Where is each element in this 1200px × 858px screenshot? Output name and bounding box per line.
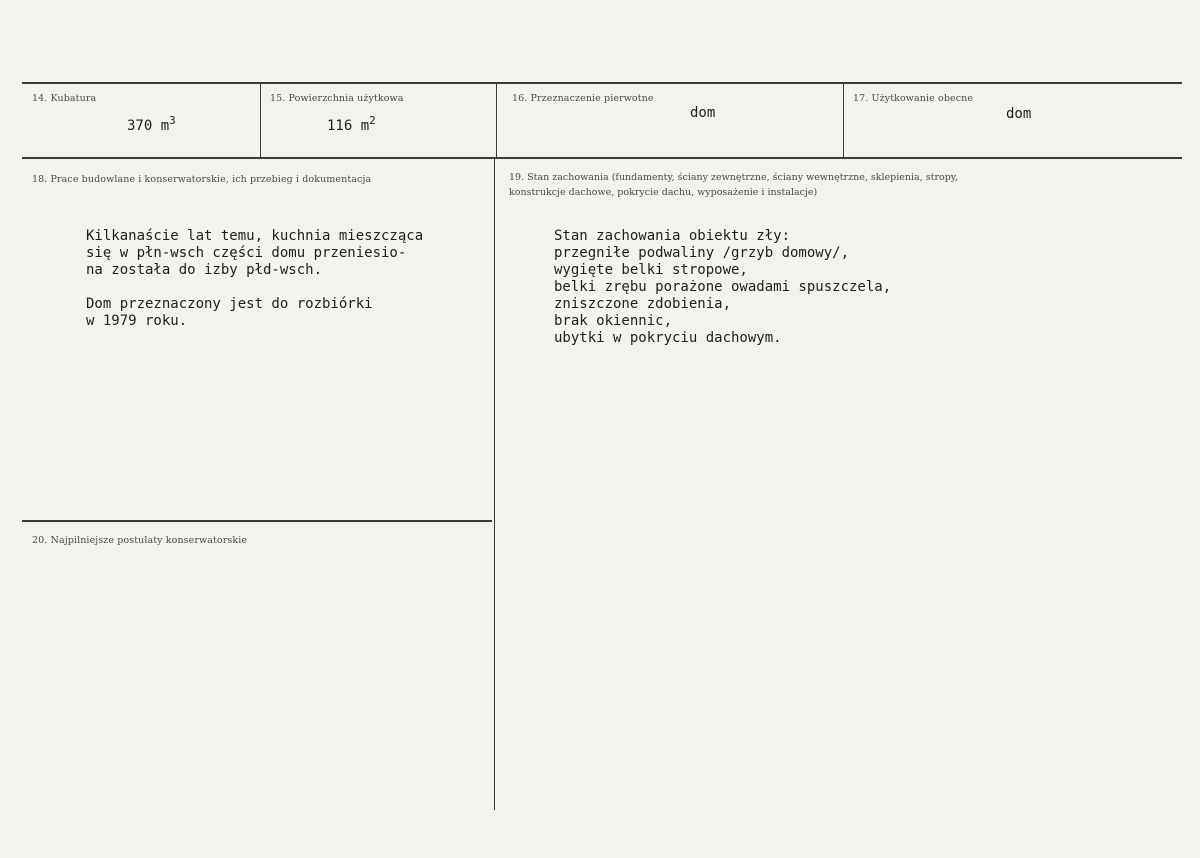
section-20-divider-line (22, 520, 492, 522)
center-divider-line (494, 158, 495, 810)
field-19-line: wygięte belki stropowe, (554, 262, 748, 278)
column-divider-15 (260, 83, 261, 157)
field-19-line: Stan zachowania obiektu zły: (554, 228, 791, 244)
field-15-number: 116 m (327, 118, 370, 134)
field-18-text (86, 228, 423, 330)
field-14-number: 370 m (127, 118, 170, 134)
field-16-label: 16. Przeznaczenie pierwotne (512, 93, 654, 104)
field-19-text (554, 228, 891, 347)
field-15-unit-exponent: 2 (369, 114, 376, 127)
field-14-label: 14. Kubatura (32, 93, 97, 104)
column-divider-17 (843, 83, 844, 157)
field-19-label-line: konstrukcje dachowe, pokrycie dachu, wyposażenie i instalacje) (509, 187, 818, 198)
field-18-line: Dom przeznaczony jest do rozbiórki (86, 296, 373, 312)
field-16-value: dom (690, 105, 716, 121)
field-15-label: 15. Powierzchnia użytkowa (270, 93, 404, 104)
top-border-line (22, 82, 1182, 84)
column-divider-16 (496, 83, 497, 157)
field-19-label-line: 19. Stan zachowania (fundamenty, ściany zewnętrzne, ściany wewnętrzne, sklepienia, stropy, (509, 172, 958, 183)
field-17-value: dom (1006, 106, 1032, 122)
field-18-line: Kilkanaście lat temu, kuchnia mieszcząca (86, 228, 424, 244)
field-18-line: na została do izby płd-wsch. (86, 262, 323, 278)
field-19-line: belki zrębu porażone owadami spuszczela, (554, 279, 892, 295)
field-19-line: brak okiennic, (554, 313, 673, 329)
field-14-value (127, 114, 176, 134)
field-15-value (327, 114, 376, 134)
field-18-line: się w płn-wsch części domu przeniesio- (86, 245, 407, 261)
field-18-line: w 1979 roku. (86, 313, 188, 329)
field-17-label: 17. Użytkowanie obecne (853, 93, 974, 104)
field-19-line: przegniłe podwaliny /grzyb domowy/, (554, 245, 850, 261)
field-14-unit-exponent: 3 (169, 114, 176, 127)
row-divider-line (22, 157, 1182, 159)
paragraph-gap (86, 279, 423, 296)
field-20-label: 20. Najpilniejsze postulaty konserwatorskie (32, 535, 248, 546)
field-19-line: zniszczone zdobienia, (554, 296, 732, 312)
field-19-label (509, 170, 1079, 200)
field-19-line: ubytki w pokryciu dachowym. (554, 330, 782, 346)
field-18-label: 18. Prace budowlane i konserwatorskie, ich przebieg i dokumentacja (32, 174, 372, 185)
